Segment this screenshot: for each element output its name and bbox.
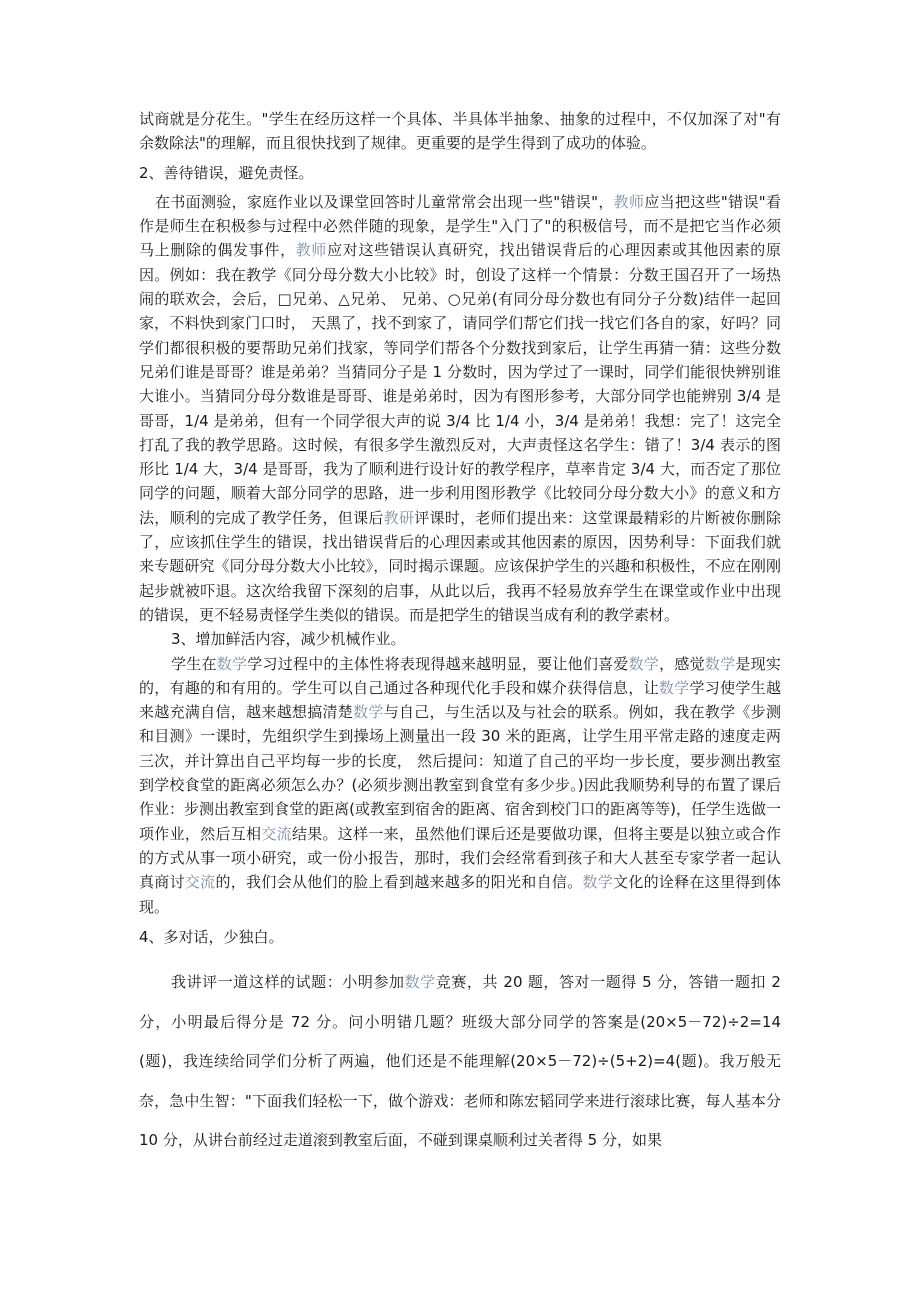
text-run: 的，我们会从他们的脸上看到越来越多的阳光和自信。 [215,873,583,892]
keyword-link[interactable]: 数学 [404,973,436,992]
keyword-link[interactable]: 交流 [261,824,292,843]
text-run: 我讲评一道这样的试题：小明参加 [171,973,405,992]
text-run: 与自己，与生活以及与社会的联系。例如，我在教学《步测和目测》一课时，先组织学生到操场上测量出一段 30 米的距离，让学生用平常走路的速度走两三次，并计算出自己平均每一步的长度， 然后提问：知道了自己的平均一步长度，要步测出教室到学校食堂的距离必须怎么办？(必须步测出教室到食堂有多少步。)因此我顺势利导的布置了课后作业：步测出教室到食堂的距离(或教室到宿舍的距离、宿舍到校门口的距离等等)，任学生选做一项作业，然后互相 [139,703,781,843]
keyword-link[interactable]: 教师 [613,192,645,211]
keyword-link[interactable]: 数学 [216,654,248,673]
section-heading-3: 3、增加鲜活内容，减少机械作业。 [171,630,406,649]
text-run: 评课时，老师们提出来：这堂课最精彩的片断被你删除了，应该抓住学生的错误，找出错误背后的心理因素或其他因素的原因，因势利导：下面我们就来专题研究《同分母分数大小比较》，同时揭示课题。应该保护学生的兴趣和积极性，不应在刚刚起步就被吓退。这次给我留下深刻的启事，从此以后，我再不轻易放弃学生在课堂或作业中出现的错误，更不轻易责怪学生类似的错误。而是把学生的错误当成有利的教学素材。 [139,508,781,624]
text-run: 学习使学生越来越充满自信，越来越想搞清楚 [139,678,781,722]
text-run: 学生在 [171,654,217,673]
paragraph-section-2 [139,190,781,627]
keyword-link[interactable]: 教研 [383,508,415,527]
paragraph-section-3 [139,652,781,919]
keyword-link[interactable]: 数学 [353,703,384,722]
text-run: 是现实的，有趣的和有用的。学生可以自己通过各种现代化手段和媒介获得信息，让 [139,654,781,697]
keyword-link[interactable]: 教师 [295,241,328,260]
text-run: 应对这些错误认真研究，找出错误背后的心理因素或其他因素的原因。例如：我在教学《同分母分数大小比较》时，创设了这样一个情景：分数王国召开了一场热闹的联欢会，会后，□兄弟、△兄弟、 兄弟、○兄弟(有同分母分数也有同分子分数)结伴一起回家，不料快到家门口时， 天黑了，找不到家了，请同学们帮它们找一找它们各自的家，好吗？同学们都很积极的要帮助兄弟们找家，等同学们帮各个分数找到家后，让学生再猜一猜：这些分数兄弟们谁是哥哥？谁是弟弟？当猜同分子是 1 分数时，因为学过了一课时，同学们能很快辨别谁大谁小。当猜同分母分数谁是哥哥、谁是弟弟时，因为有图形参考，大部分同学也能辨别 3/4 是哥哥，1/4 是弟弟，但有一个同学很大声的说 3/4 比 1/4 小，3/4 是弟弟！我想：完了！这完全打乱了我的教学思路。这时候，有很多学生激烈反对，大声责怪这名学生：错了！3/4 表示的图形比 1/4 大，3/4 是哥哥，我为了顺利进行设计好的教学程序，草率肯定 3/4 大，而否定了那位同学的问题，顺着大部分同学的思路，进一步利用图形教学《比较同分母分数大小》的意义和方法，顺利的完成了教学任务，但课后 [139,241,781,527]
text-run: 应当把这些"错误"看作是师生在积极参与过程中必然伴随的现象，是学生"入门了"的积极信号，而不是把它当作必须马上删除的偶发事件， [139,192,781,260]
paragraph-section-4 [139,963,781,1161]
text-run: 结果。这样一来，虽然他们课后还是要做功课，但将主要是以独立或合作的方式从事一项小研究，或一份小报告，那时，我们会经常看到孩子和大人甚至专家学者一起认真商讨 [139,824,781,892]
text-run: 学习过程中的主体性将表现得越来越明显，要让他们喜爱 [247,654,629,673]
text-run: 在书面测验，家庭作业以及课堂回答时儿童常常会出现一些"错误"， [155,192,614,211]
text-run: 文化的诠释在这里得到体现。 [139,873,781,916]
text-run: 竞赛，共 20 题，答对一题得 5 分，答错一题扣 2 分，小明最后得分是 72 分。问小明错几题？班级大部分同学的答案是(20×5－72)÷2=14(题)，我连续给同学们分析了两遍，他们还是不能理解(20×5－72)÷(5+2)=4(题)。我万般无奈，急中生智："下面我们轻松一下，做个游戏：老师和陈宏韬同学来进行滚球比赛，每人基本分 10 分，从讲台前经过走道滚到教室后面，不碰到课桌顺利过关者得 5 分，如果 [139,973,781,1150]
text-run: ，感觉 [659,654,705,673]
section-heading-4: 4、多对话，少独白。 [139,927,284,946]
keyword-link[interactable]: 数学 [628,654,660,673]
paragraph-intro: 试商就是分花生。"学生在经历这样一个具体、半具体半抽象、抽象的过程中，不仅加深了对"有余数除法"的理解，而且很快找到了规律。更重要的是学生得到了成功的体验。 [139,110,781,153]
document-body [139,107,781,1161]
keyword-link[interactable]: 交流 [184,873,216,892]
keyword-link[interactable]: 数学 [582,873,614,892]
section-heading-2: 2、善待错误，避免责怪。 [139,163,314,182]
keyword-link[interactable]: 数学 [658,678,690,697]
keyword-link[interactable]: 数学 [704,654,736,673]
